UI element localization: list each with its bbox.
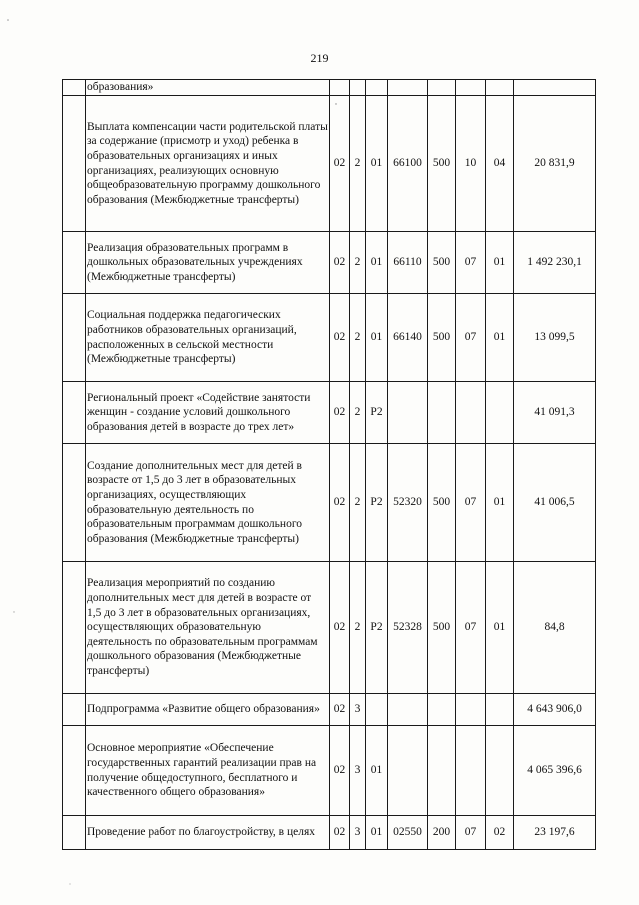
table-row: [63, 562, 596, 694]
code-cell-c1: 02: [330, 232, 350, 294]
code-cell-c4: 52320: [388, 444, 428, 562]
amount-cell: 20 831,9: [514, 96, 596, 232]
code-cell-c1: 02: [330, 96, 350, 232]
code-cell-c5: 500: [428, 562, 456, 694]
amount-cell: 23 197,6: [514, 816, 596, 850]
code-cell-c7: 01: [486, 294, 514, 382]
code-cell-c5: [428, 80, 456, 96]
code-cell-c4: 02550: [388, 816, 428, 850]
code-cell-c2: 2: [350, 232, 366, 294]
code-cell-c3: Р2: [366, 382, 388, 444]
code-cell-c1: 02: [330, 694, 350, 726]
item-name-cell: Основное мероприятие «Обеспечение государственных гарантий реализации прав на получение общедоступного, бесплатного и качественного общего образования»: [86, 726, 330, 816]
item-name-cell: Социальная поддержка педагогических работников образовательных организаций, расположенных в сельской местности (Межбюджетные трансферты): [86, 294, 330, 382]
code-cell-c5: 500: [428, 294, 456, 382]
page-number: 219: [310, 51, 329, 65]
code-cell-c2: 3: [350, 816, 366, 850]
code-cell-c6: 07: [456, 816, 486, 850]
code-cell-c6: [456, 80, 486, 96]
code-cell-c2: 3: [350, 726, 366, 816]
code-cell-c1: [330, 80, 350, 96]
code-cell-c6: 07: [456, 444, 486, 562]
row-blank-cell: [63, 694, 86, 726]
code-cell-c1: 02: [330, 562, 350, 694]
code-cell-c5: [428, 382, 456, 444]
row-blank-cell: [63, 816, 86, 850]
code-cell-c1: 02: [330, 382, 350, 444]
amount-cell: 4 643 906,0: [514, 694, 596, 726]
code-cell-c2: 2: [350, 294, 366, 382]
code-cell-c4: [388, 726, 428, 816]
code-cell-c7: 04: [486, 96, 514, 232]
amount-cell: [514, 80, 596, 96]
code-cell-c7: [486, 694, 514, 726]
code-cell-c2: 3: [350, 694, 366, 726]
table-row: [63, 232, 596, 294]
table-row: [63, 382, 596, 444]
code-cell-c4: 66140: [388, 294, 428, 382]
code-cell-c3: 01: [366, 726, 388, 816]
code-cell-c6: 07: [456, 232, 486, 294]
row-blank-cell: [63, 726, 86, 816]
code-cell-c5: 500: [428, 444, 456, 562]
row-blank-cell: [63, 232, 86, 294]
code-cell-c3: Р2: [366, 562, 388, 694]
code-cell-c3: 01: [366, 294, 388, 382]
code-cell-c4: [388, 80, 428, 96]
code-cell-c6: [456, 726, 486, 816]
code-cell-c4: 66100: [388, 96, 428, 232]
code-cell-c6: 10: [456, 96, 486, 232]
amount-cell: 84,8: [514, 562, 596, 694]
budget-table: [62, 79, 596, 850]
code-cell-c6: 07: [456, 562, 486, 694]
item-name-cell: Реализация мероприятий по созданию дополнительных мест для детей в возрасте от 1,5 до 3 лет в образовательных организациях, осуществляющих образовательную деятельность по образовательным программам дошкольного образования (Межбюджетные трансферты): [86, 562, 330, 694]
table-row: [63, 96, 596, 232]
code-cell-c7: [486, 726, 514, 816]
code-cell-c5: 500: [428, 96, 456, 232]
table-row: [63, 80, 596, 96]
item-name-cell: Проведение работ по благоустройству, в целях: [86, 816, 330, 850]
row-blank-cell: [63, 80, 86, 96]
code-cell-c6: [456, 694, 486, 726]
code-cell-c5: 500: [428, 232, 456, 294]
code-cell-c7: 01: [486, 232, 514, 294]
table-row: [63, 694, 596, 726]
code-cell-c7: [486, 80, 514, 96]
amount-cell: 41 006,5: [514, 444, 596, 562]
code-cell-c4: [388, 694, 428, 726]
code-cell-c2: 2: [350, 444, 366, 562]
code-cell-c2: 2: [350, 562, 366, 694]
amount-cell: 13 099,5: [514, 294, 596, 382]
code-cell-c4: [388, 382, 428, 444]
table-row: [63, 444, 596, 562]
code-cell-c1: 02: [330, 726, 350, 816]
code-cell-c5: [428, 726, 456, 816]
code-cell-c5: [428, 694, 456, 726]
code-cell-c3: 01: [366, 96, 388, 232]
code-cell-c7: 02: [486, 816, 514, 850]
code-cell-c7: [486, 382, 514, 444]
code-cell-c3: 01: [366, 232, 388, 294]
amount-cell: 4 065 396,6: [514, 726, 596, 816]
amount-cell: 1 492 230,1: [514, 232, 596, 294]
code-cell-c2: 2: [350, 96, 366, 232]
item-name-cell: Создание дополнительных мест для детей в возрасте от 1,5 до 3 лет в образовательных организациях, осуществляющих образовательную деятельность по образовательным программам дошкольного образования (Межбюджетные трансферты): [86, 444, 330, 562]
code-cell-c2: [350, 80, 366, 96]
code-cell-c3: [366, 80, 388, 96]
table-row: [63, 294, 596, 382]
item-name-cell: Реализация образовательных программ в дошкольных образовательных учреждениях (Межбюджетные трансферты): [86, 232, 330, 294]
code-cell-c1: 02: [330, 444, 350, 562]
row-blank-cell: [63, 382, 86, 444]
code-cell-c5: 200: [428, 816, 456, 850]
code-cell-c4: 52328: [388, 562, 428, 694]
row-blank-cell: [63, 444, 86, 562]
row-blank-cell: [63, 562, 86, 694]
code-cell-c6: 07: [456, 294, 486, 382]
code-cell-c2: 2: [350, 382, 366, 444]
code-cell-c7: 01: [486, 444, 514, 562]
code-cell-c3: 01: [366, 816, 388, 850]
amount-cell: 41 091,3: [514, 382, 596, 444]
item-name-cell: Подпрограмма «Развитие общего образования»: [86, 694, 330, 726]
item-name-cell: Региональный проект «Содействие занятости женщин - создание условий дошкольного образования детей в возрасте до трех лет»: [86, 382, 330, 444]
table-row: [63, 726, 596, 816]
code-cell-c1: 02: [330, 816, 350, 850]
code-cell-c3: Р2: [366, 444, 388, 562]
code-cell-c6: [456, 382, 486, 444]
code-cell-c3: [366, 694, 388, 726]
item-name-cell: Выплата компенсации части родительской платы за содержание (присмотр и уход) ребенка в образовательных организациях и иных организациях, реализующих основную общеобразовательную программу дошкольного образования (Межбюджетные трансферты): [86, 96, 330, 232]
row-blank-cell: [63, 294, 86, 382]
item-name-cell: образования»: [86, 80, 330, 96]
code-cell-c7: 01: [486, 562, 514, 694]
table-row: [63, 816, 596, 850]
code-cell-c1: 02: [330, 294, 350, 382]
row-blank-cell: [63, 96, 86, 232]
code-cell-c4: 66110: [388, 232, 428, 294]
